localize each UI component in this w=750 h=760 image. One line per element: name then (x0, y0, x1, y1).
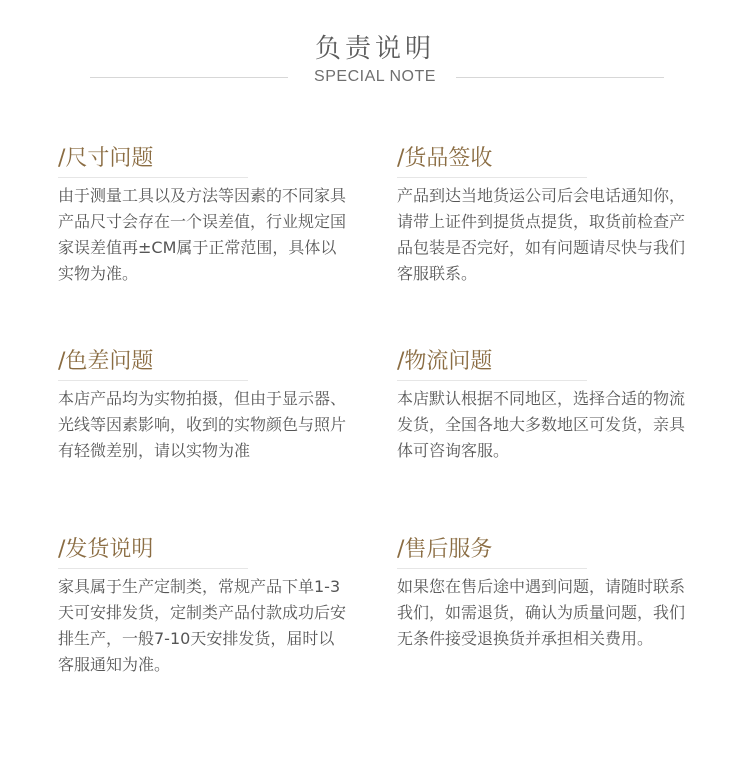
section-heading: /尺寸问题 (58, 146, 154, 171)
section-size-issue (58, 145, 350, 287)
page-header (0, 0, 750, 100)
section-body: 产品到达当地货运公司后会电话通知你，请带上证件到提货点提货，取货前检查产品包装是否完好，如有问题请尽快与我们客服联系。 (397, 186, 686, 283)
title-divider-right (456, 77, 664, 78)
section-heading: /售后服务 (397, 537, 493, 562)
section-body: 家具属于生产定制类，常规产品下单1-3天可安排发货，定制类产品付款成功后安排生产，一般7-10天安排发货，届时以客服通知为准。 (58, 577, 347, 674)
section-shipping (58, 536, 350, 678)
section-underline (58, 568, 248, 569)
page-subtitle: SPECIAL NOTE (314, 68, 436, 85)
section-body: 如果您在售后途中遇到问题，请随时联系我们，如需退货，确认为质量问题，我们无条件接受退换货并承担相关费用。 (397, 577, 686, 648)
section-body: 本店默认根据不同地区，选择合适的物流发货，全国各地大多数地区可发货，亲具体可咨询客服。 (397, 389, 686, 460)
section-heading: /货品签收 (397, 146, 493, 171)
section-after-sales (397, 536, 689, 652)
section-underline (397, 380, 587, 381)
section-color-difference (58, 348, 350, 464)
section-body: 本店产品均为实物拍摄，但由于显示器、光线等因素影响，收到的实物颜色与照片有轻微差别，请以实物为准 (58, 389, 347, 460)
section-heading: /发货说明 (58, 537, 154, 562)
section-heading: /色差问题 (58, 349, 154, 374)
section-body: 由于测量工具以及方法等因素的不同家具产品尺寸会存在一个误差值，行业规定国家误差值再±CM属于正常范围，具体以实物为准。 (58, 186, 347, 283)
page-title: 负责说明 (314, 34, 435, 64)
section-heading: /物流问题 (397, 349, 493, 374)
section-goods-receipt (397, 145, 689, 287)
section-underline (397, 568, 587, 569)
section-underline (58, 177, 248, 178)
section-underline (58, 380, 248, 381)
section-logistics (397, 348, 689, 464)
section-underline (397, 177, 587, 178)
